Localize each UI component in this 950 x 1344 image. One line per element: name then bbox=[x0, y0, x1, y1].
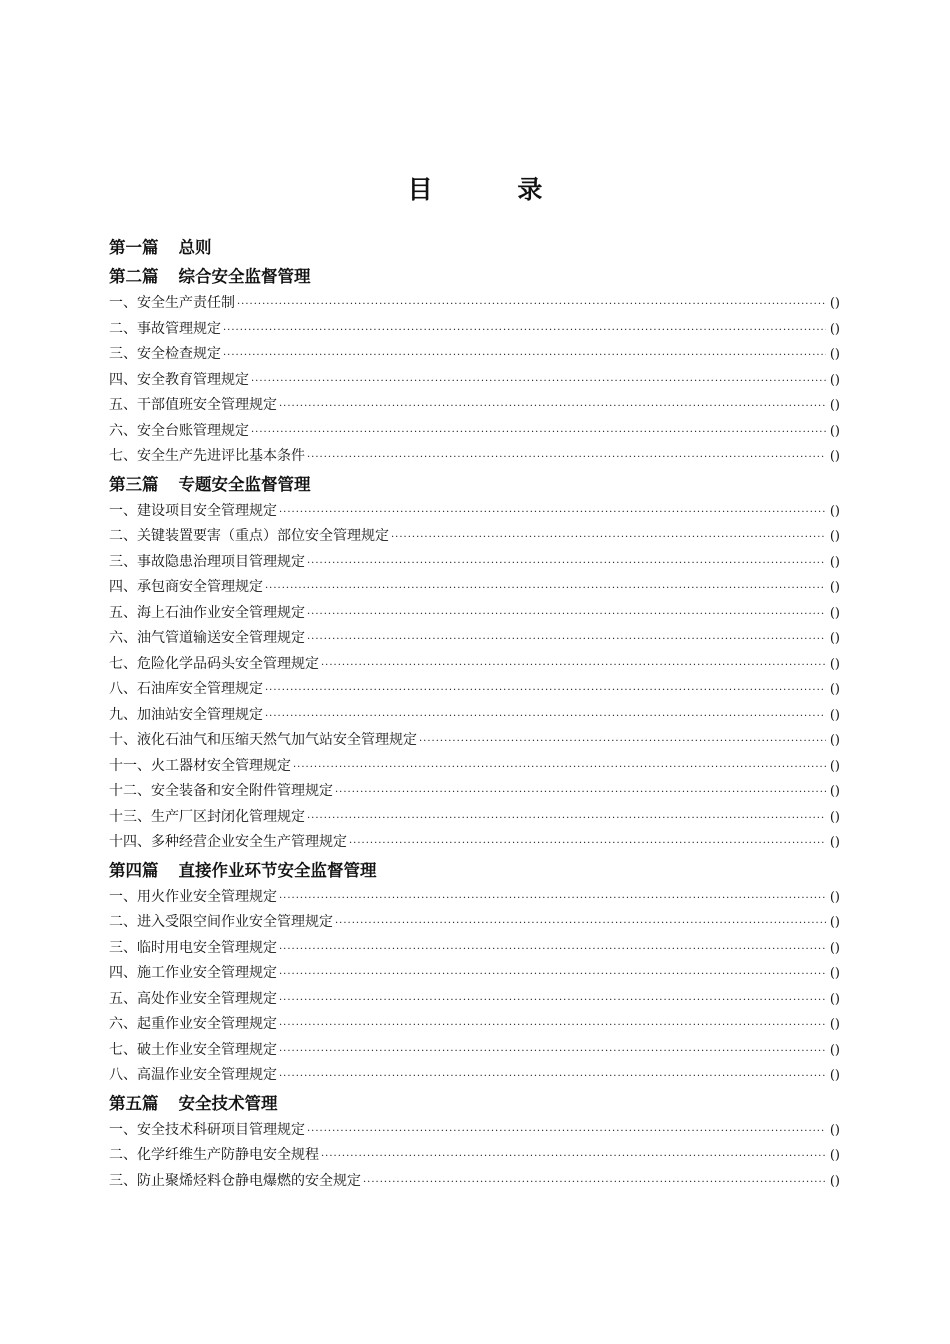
toc-entry-title: 一、建设项目安全管理规定 bbox=[109, 502, 277, 519]
toc-entry-title: 二、化学纤维生产防静电安全规程 bbox=[109, 1147, 319, 1163]
dot-leader bbox=[307, 806, 826, 832]
dot-leader bbox=[279, 1064, 826, 1090]
toc-entry[interactable] bbox=[109, 419, 840, 445]
dot-leader bbox=[265, 678, 826, 704]
part-number: 第四篇 bbox=[109, 860, 159, 880]
toc-entry-title: 三、安全检查规定 bbox=[109, 346, 221, 362]
dot-leader bbox=[279, 937, 826, 963]
part-number: 第一篇 bbox=[109, 238, 159, 257]
toc-entry[interactable] bbox=[109, 961, 840, 987]
dot-leader bbox=[293, 755, 826, 781]
dot-leader bbox=[307, 551, 826, 577]
part-name: 直接作业环节安全监督管理 bbox=[178, 860, 377, 880]
toc-page-number: () bbox=[829, 1042, 840, 1058]
toc-entry-title: 一、安全生产责任制 bbox=[109, 295, 235, 311]
toc-entry[interactable] bbox=[109, 575, 840, 601]
toc-entry[interactable] bbox=[109, 524, 840, 550]
toc-page-number: () bbox=[829, 503, 840, 519]
toc-entry[interactable] bbox=[109, 754, 840, 780]
part-name: 综合安全监督管理 bbox=[178, 267, 311, 286]
toc-entry-title: 二、进入受限空间作业安全管理规定 bbox=[109, 914, 333, 930]
toc-entry[interactable] bbox=[109, 342, 840, 368]
dot-leader bbox=[279, 886, 826, 912]
part-name: 总则 bbox=[178, 238, 212, 257]
toc-entry-title: 五、高处作业安全管理规定 bbox=[109, 990, 277, 1007]
toc-entry-title: 十四、多种经营企业安全生产管理规定 bbox=[109, 834, 347, 850]
toc-page-number: () bbox=[829, 580, 840, 595]
toc-page-number: () bbox=[829, 321, 840, 337]
toc-entry-title: 八、高温作业安全管理规定 bbox=[109, 1067, 277, 1083]
toc-entry[interactable] bbox=[109, 677, 840, 703]
toc-entry[interactable] bbox=[109, 703, 840, 729]
dot-leader bbox=[223, 318, 826, 344]
toc-entry-title: 六、油气管道输送安全管理规定 bbox=[109, 630, 305, 646]
toc-page-number: () bbox=[829, 1122, 840, 1138]
toc-entry[interactable] bbox=[109, 499, 840, 525]
toc-entry[interactable] bbox=[109, 936, 840, 962]
dot-leader bbox=[321, 1144, 826, 1170]
toc-entry[interactable] bbox=[109, 1012, 840, 1038]
toc-page-number: () bbox=[829, 682, 840, 697]
dot-leader bbox=[279, 394, 826, 420]
toc-page-number: () bbox=[829, 940, 840, 956]
part-heading[interactable] bbox=[109, 470, 840, 499]
toc-page-number: () bbox=[829, 1173, 840, 1189]
toc-page-number: () bbox=[829, 915, 840, 930]
dot-leader bbox=[321, 653, 826, 679]
dot-leader bbox=[335, 911, 826, 937]
dot-leader bbox=[265, 576, 826, 602]
toc-page-number: () bbox=[829, 529, 840, 544]
toc-entry[interactable] bbox=[109, 910, 840, 936]
part-number: 第五篇 bbox=[109, 1093, 159, 1113]
toc-page-number: () bbox=[829, 758, 840, 774]
dot-leader bbox=[279, 1039, 826, 1065]
toc-page-number: () bbox=[829, 1068, 840, 1083]
toc-page-number: () bbox=[829, 656, 840, 672]
toc-entry[interactable] bbox=[109, 601, 840, 627]
part-heading[interactable] bbox=[109, 856, 840, 885]
dot-leader bbox=[251, 420, 826, 446]
part-heading[interactable] bbox=[109, 1089, 840, 1118]
table-of-contents bbox=[109, 233, 840, 1194]
toc-entry[interactable] bbox=[109, 444, 840, 470]
toc-page-number: () bbox=[829, 423, 840, 439]
toc-entry-title: 四、承包商安全管理规定 bbox=[109, 579, 263, 595]
toc-entry-title: 四、施工作业安全管理规定 bbox=[109, 965, 277, 981]
toc-entry-title: 五、海上石油作业安全管理规定 bbox=[109, 604, 305, 621]
toc-page-number: () bbox=[829, 707, 840, 723]
toc-entry[interactable] bbox=[109, 291, 840, 317]
toc-entry[interactable] bbox=[109, 885, 840, 911]
toc-entry-title: 三、防止聚烯烃料仓静电爆燃的安全规定 bbox=[109, 1172, 361, 1189]
toc-entry-title: 一、用火作业安全管理规定 bbox=[109, 888, 277, 905]
toc-entry-title: 六、安全台账管理规定 bbox=[109, 422, 249, 439]
toc-entry[interactable] bbox=[109, 1143, 840, 1169]
part-number: 第二篇 bbox=[109, 267, 159, 286]
toc-entry[interactable] bbox=[109, 317, 840, 343]
toc-entry[interactable] bbox=[109, 393, 840, 419]
toc-page-number: () bbox=[829, 889, 840, 905]
part-name: 专题安全监督管理 bbox=[178, 474, 311, 494]
part-number: 第三篇 bbox=[109, 474, 159, 494]
toc-page-number: () bbox=[829, 1017, 840, 1032]
toc-entry[interactable] bbox=[109, 626, 840, 652]
toc-page-number: () bbox=[829, 733, 840, 748]
toc-entry-title: 十二、安全装备和安全附件管理规定 bbox=[109, 783, 333, 799]
dot-leader bbox=[251, 369, 826, 395]
dot-leader bbox=[223, 343, 826, 369]
toc-entry-title: 七、危险化学品码头安全管理规定 bbox=[109, 655, 319, 672]
dot-leader bbox=[391, 525, 826, 551]
page-title: 目 录 bbox=[407, 175, 581, 204]
dot-leader bbox=[307, 445, 826, 471]
toc-entry[interactable] bbox=[109, 1063, 840, 1089]
toc-entry[interactable] bbox=[109, 1038, 840, 1064]
dot-leader bbox=[307, 602, 826, 628]
dot-leader bbox=[279, 962, 826, 988]
dot-leader bbox=[279, 1013, 826, 1039]
toc-page-number: () bbox=[829, 449, 840, 464]
toc-entry-title: 十一、火工器材安全管理规定 bbox=[109, 757, 291, 774]
toc-entry[interactable] bbox=[109, 550, 840, 576]
toc-entry[interactable] bbox=[109, 368, 840, 394]
toc-entry-title: 七、安全生产先进评比基本条件 bbox=[109, 448, 305, 464]
toc-entry[interactable] bbox=[109, 830, 840, 856]
toc-page-number: () bbox=[829, 966, 840, 981]
toc-entry[interactable] bbox=[109, 779, 840, 805]
dot-leader bbox=[349, 831, 826, 857]
toc-page-number: () bbox=[829, 372, 840, 388]
toc-entry-title: 一、安全技术科研项目管理规定 bbox=[109, 1121, 305, 1138]
toc-entry[interactable] bbox=[109, 987, 840, 1013]
toc-entry-title: 五、干部值班安全管理规定 bbox=[109, 397, 277, 413]
part-heading[interactable] bbox=[109, 262, 840, 291]
toc-entry-title: 二、事故管理规定 bbox=[109, 320, 221, 337]
dot-leader bbox=[265, 704, 826, 730]
toc-page-number: () bbox=[829, 605, 840, 621]
toc-entry[interactable] bbox=[109, 805, 840, 831]
toc-entry-title: 六、起重作业安全管理规定 bbox=[109, 1016, 277, 1032]
dot-leader bbox=[307, 627, 826, 653]
toc-entry-title: 九、加油站安全管理规定 bbox=[109, 706, 263, 723]
toc-entry-title: 八、石油库安全管理规定 bbox=[109, 681, 263, 697]
dot-leader bbox=[335, 780, 826, 806]
toc-page-number: () bbox=[829, 398, 840, 413]
part-name: 安全技术管理 bbox=[178, 1093, 278, 1113]
toc-entry-title: 三、临时用电安全管理规定 bbox=[109, 939, 277, 956]
dot-leader bbox=[363, 1170, 826, 1196]
toc-entry[interactable] bbox=[109, 1118, 840, 1144]
toc-page-number: () bbox=[829, 296, 840, 311]
dot-leader bbox=[279, 500, 826, 526]
toc-page-number: () bbox=[829, 991, 840, 1007]
dot-leader bbox=[237, 292, 826, 318]
toc-entry-title: 七、破土作业安全管理规定 bbox=[109, 1041, 277, 1058]
toc-entry-title: 四、安全教育管理规定 bbox=[109, 371, 249, 388]
toc-entry-title: 十三、生产厂区封闭化管理规定 bbox=[109, 808, 305, 825]
toc-page-number: () bbox=[829, 835, 840, 850]
toc-entry[interactable] bbox=[109, 1169, 840, 1195]
toc-entry[interactable] bbox=[109, 728, 840, 754]
toc-entry-title: 十、液化石油气和压缩天然气加气站安全管理规定 bbox=[109, 732, 417, 748]
toc-page-number: () bbox=[829, 809, 840, 825]
toc-entry[interactable] bbox=[109, 652, 840, 678]
toc-page-number: () bbox=[829, 554, 840, 570]
dot-leader bbox=[279, 988, 826, 1014]
dot-leader bbox=[419, 729, 826, 755]
part-heading[interactable] bbox=[109, 233, 840, 262]
toc-page-number: () bbox=[829, 347, 840, 362]
toc-page-number: () bbox=[829, 784, 840, 799]
toc-entry-title: 二、关键装置要害（重点）部位安全管理规定 bbox=[109, 528, 389, 544]
toc-page-number: () bbox=[829, 1148, 840, 1163]
toc-page-number: () bbox=[829, 631, 840, 646]
dot-leader bbox=[307, 1119, 826, 1145]
toc-entry-title: 三、事故隐患治理项目管理规定 bbox=[109, 553, 305, 570]
